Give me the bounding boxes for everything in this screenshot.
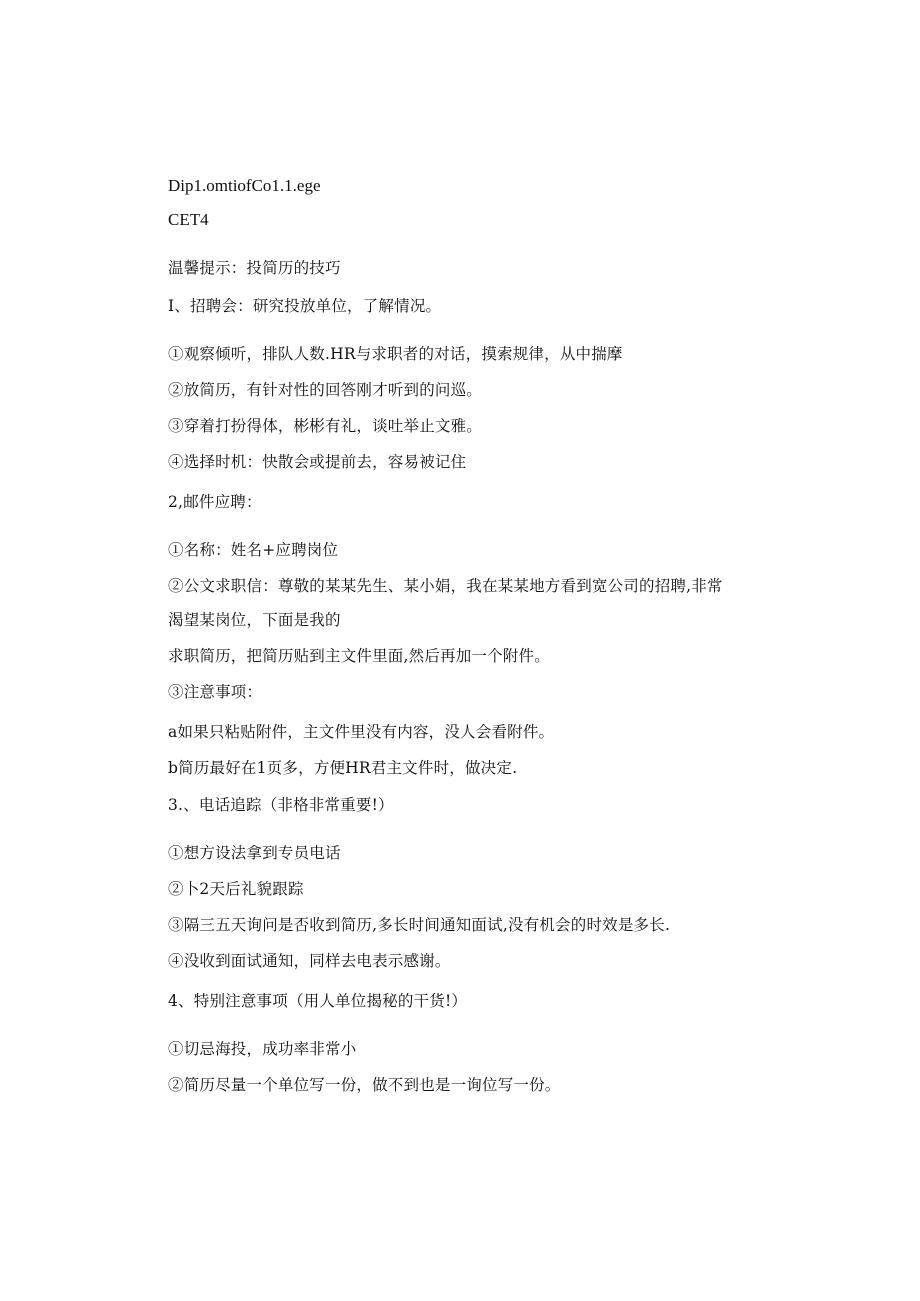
cet4-line: CET4 [168,210,209,229]
section-1-item-4: ④选择时机：快散会或提前去，容易被记住 [168,453,467,471]
section-2-note-a: a如果只粘贴附件，主文件里没有内容，没人会看附件。 [168,723,555,741]
section-2-item-1: ①名称：姓名+应聘岗位 [168,541,339,559]
section-2-item-2: ②公文求职信：尊敬的某某先生、某小娟，我在某某地方看到宽公司的招聘,非常 [168,577,723,595]
section-4-item-2: ②简历尽量一个单位写一份，做不到也是一询位写一份。 [168,1076,561,1094]
section-4-heading: 4、特别注意事项（用人单位揭秘的干货!） [168,992,468,1010]
section-3-item-1: ①想方设法拿到专员电话 [168,844,341,862]
section-2-item-2-cont-2: 求职简历，把简历贴到主文件里面,然后再加一个附件。 [168,647,550,665]
section-2-item-2-cont-1: 渴望某岗位，下面是我的 [168,611,341,629]
section-4-item-1: ①切忌海投，成功率非常小 [168,1040,357,1058]
section-2-note-b: b简历最好在1页多，方便HR君主文件时，做决定. [168,759,518,777]
section-1-item-3: ③穿着打扮得体，彬彬有礼，谈吐举止文雅。 [168,417,483,435]
section-1-heading: I、招聘会：研究投放单位，了解情况。 [168,297,442,315]
tips-heading: 温馨提示：投简历的技巧 [168,259,341,277]
section-3-item-4: ④没收到面试通知，同样去电表示感谢。 [168,952,451,970]
section-1-item-1: ①观察倾听，排队人数.HR与求职者的对话，摸索规律，从中揣摩 [168,345,623,363]
section-3-heading: 3.、电话追踪（非格非常重要!） [168,796,394,814]
section-3-item-2: ②卜2天后礼貌跟踪 [168,880,304,898]
section-3-item-3: ③隔三五天询问是否收到简历,多长时间通知面试,没有机会的时效是多长. [168,916,671,934]
diploma-line: Dip1.omtiofCo1.1.ege [168,176,321,195]
section-1-item-2: ②放简历，有针对性的回答刚才听到的问巡。 [168,381,483,399]
section-2-item-3: ③注意事项： [168,683,263,701]
section-2-heading: 2,邮件应聘： [168,493,262,511]
